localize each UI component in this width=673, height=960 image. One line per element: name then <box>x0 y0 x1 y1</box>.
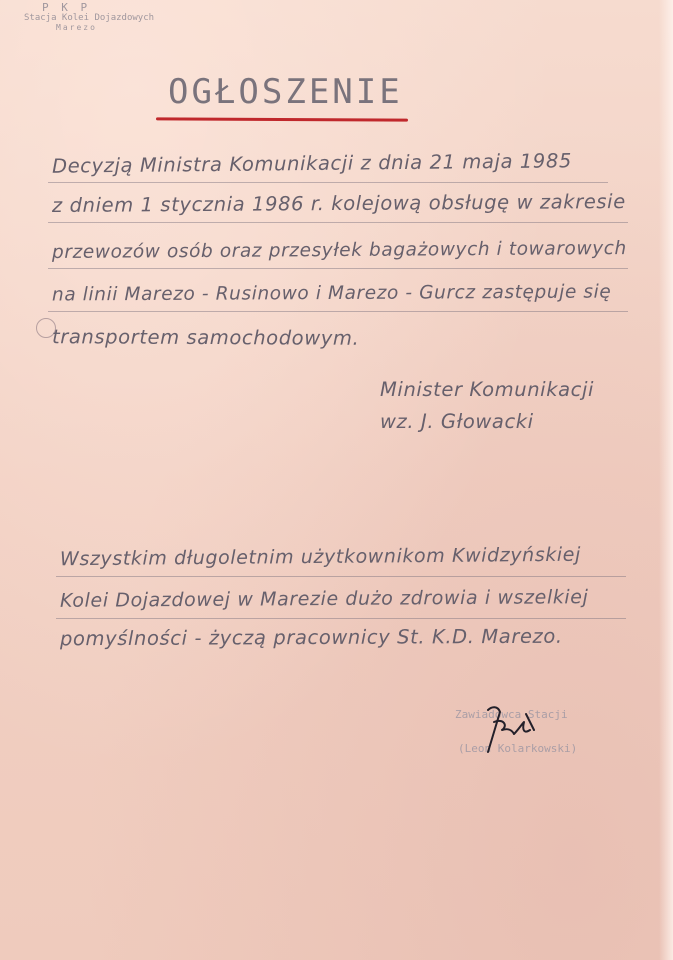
greeting-line: pomyślności - życzą pracownicy St. K.D. Marezo. <box>59 624 563 651</box>
paper-edge <box>659 0 673 960</box>
station-stamp <box>24 2 154 33</box>
ruled-line <box>56 618 626 619</box>
title-underline <box>156 117 408 121</box>
ruled-line <box>48 311 628 312</box>
stationmaster-stamp-name: (Leon Kolarkowski) <box>458 742 578 755</box>
ruled-line <box>48 182 608 183</box>
greeting-line: Wszystkim długoletnim użytkownikom Kwidzyńskiej <box>59 543 582 571</box>
signatory-title: Minister Komunikacji <box>380 378 594 401</box>
document-title: OGŁOSZENIE <box>168 72 403 112</box>
announcement-line: przewozów osób oraz przesyłek bagażowych i towarowych <box>51 237 627 264</box>
stationmaster-stamp-title: Zawiadowca Stacji <box>455 708 568 721</box>
announcement-line: Decyzją Ministra Komunikacji z dnia 21 maja 1985 <box>51 149 573 178</box>
announcement-line: z dniem 1 stycznia 1986 r. kolejową obsługę w zakresie <box>51 189 626 218</box>
ruled-line <box>48 268 628 269</box>
handwritten-signature <box>478 700 548 760</box>
announcement-line: na linii Marezo - Rusinowo i Marezo - Gurcz zastępuje się <box>51 281 612 306</box>
ruled-line <box>48 222 628 223</box>
stamp-line-2: Stacja Kolei Dojazdowych <box>24 13 155 24</box>
announcement-line: transportem samochodowym. <box>51 325 360 350</box>
greeting-line: Kolei Dojazdowej w Marezie dużo zdrowia i wszelkiej <box>59 586 589 612</box>
signatory-name: wz. J. Głowacki <box>380 410 534 433</box>
stamp-line-3: Marezo <box>56 22 97 32</box>
ruled-line <box>56 576 626 577</box>
stamp-line-1: P K P <box>42 1 91 14</box>
